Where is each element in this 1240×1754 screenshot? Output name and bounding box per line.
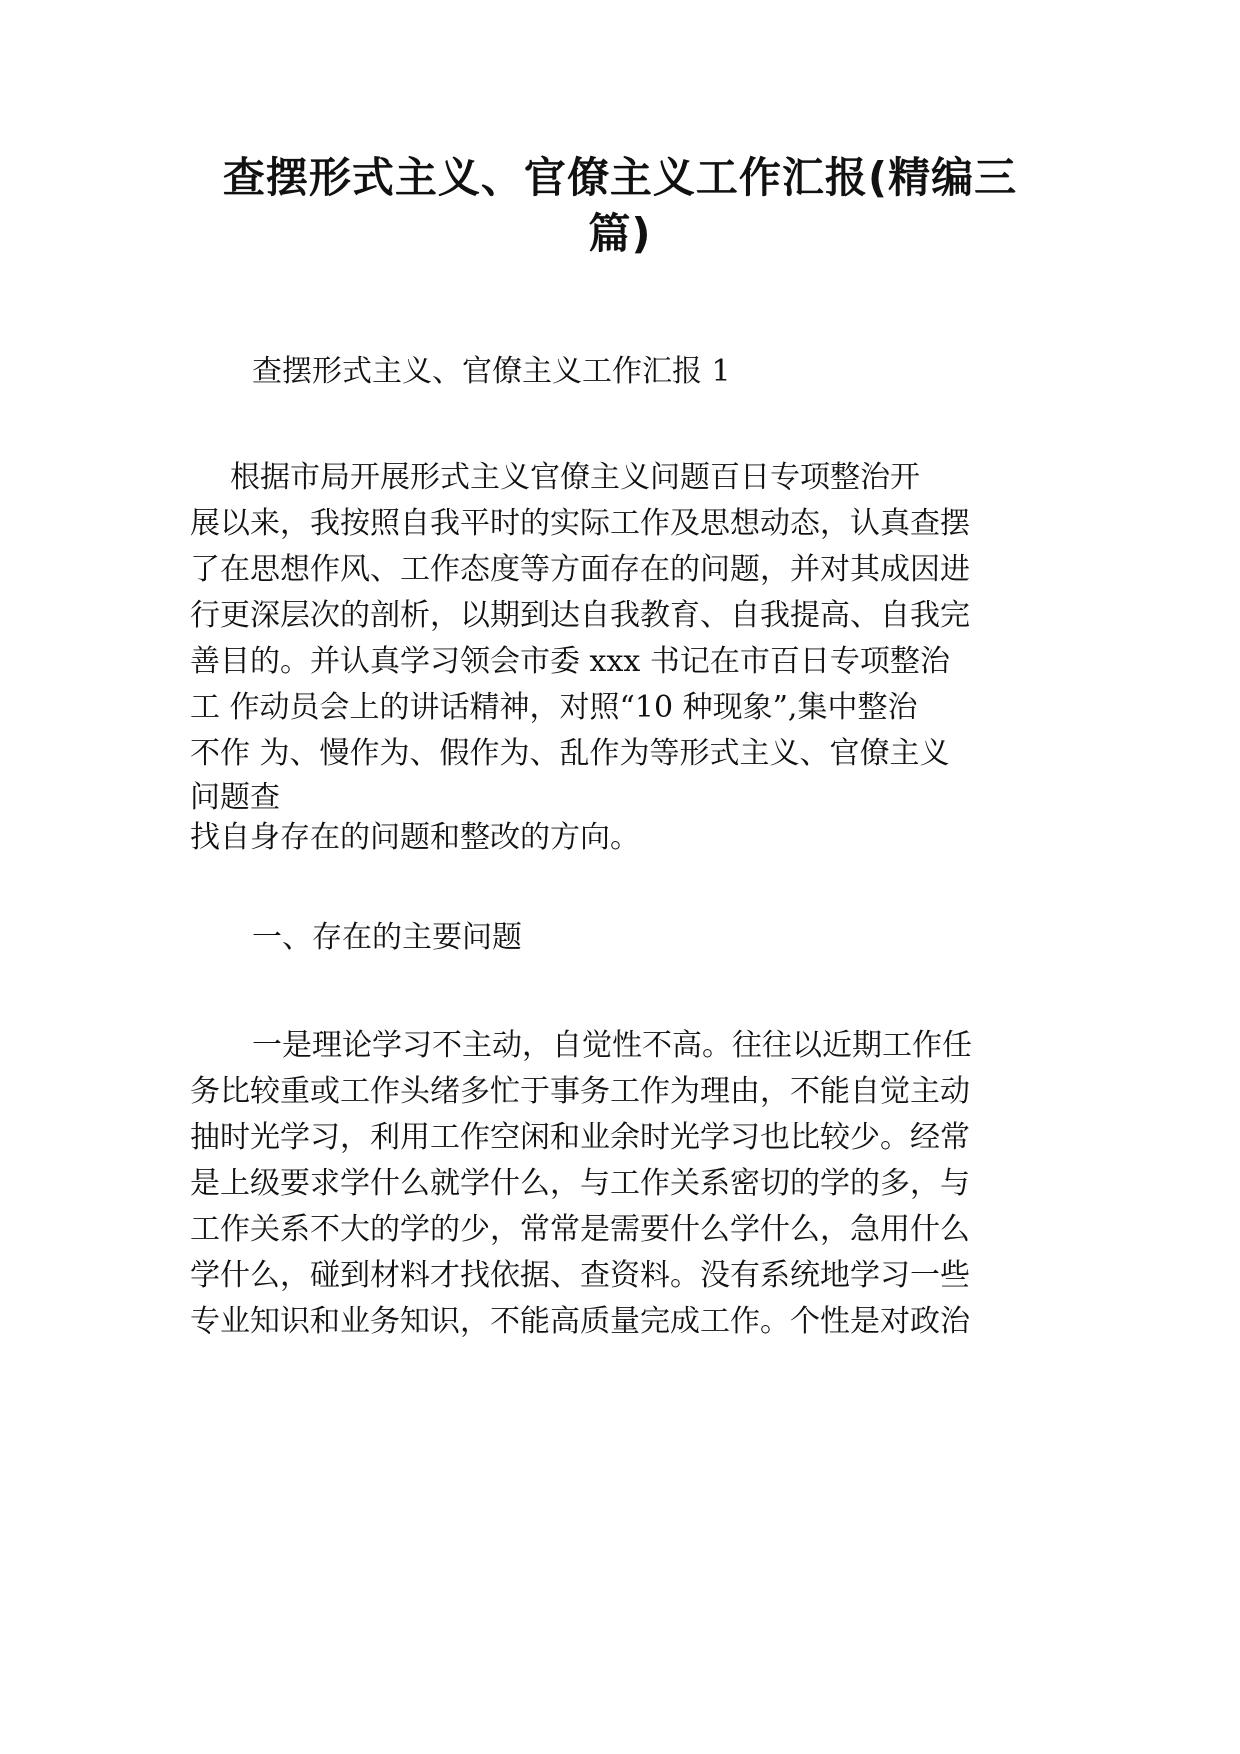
paragraph2-line-3: 抽时光学习，利用工作空闲和业余时光学习也比较少。经常 <box>190 1120 970 1155</box>
paragraph1-line-4: 行更深层次的剖析，以期到达自我教育、自我提高、自我完 <box>190 598 970 633</box>
paragraph1-line-7: 不作 为、慢作为、假作为、乱作为等形式主义、官僚主义 <box>190 736 950 771</box>
subheading-main-problems: 一、存在的主要问题 <box>252 920 522 955</box>
paragraph2-line-6: 学什么，碰到材料才找依据、查资料。没有系统地学习一些 <box>190 1258 970 1293</box>
paragraph2-line-2: 务比较重或工作头绪多忙于事务工作为理由，不能自觉主动 <box>190 1074 970 1109</box>
paragraph1-line-8: 问题查 <box>190 780 280 815</box>
paragraph2-line-5: 工作关系不大的学的少，常常是需要什么学什么，急用什么 <box>190 1212 970 1247</box>
document-title <box>180 150 1060 262</box>
paragraph2-line-7: 专业知识和业务知识，不能高质量完成工作。个性是对政治 <box>190 1304 970 1339</box>
title-line-1: 查摆形式主义、官僚主义工作汇报(精编三 <box>222 153 1018 202</box>
section-heading: 查摆形式主义、官僚主义工作汇报 1 <box>252 354 731 389</box>
paragraph2-line-4: 是上级要求学什么就学什么，与工作关系密切的学的多，与 <box>190 1166 970 1201</box>
paragraph1-line-1: 根据市局开展形式主义官僚主义问题百日专项整治开 <box>230 460 920 495</box>
paragraph1-line-2: 展以来，我按照自我平时的实际工作及思想动态，认真查摆 <box>190 506 970 541</box>
paragraph1-line-6: 工 作动员会上的讲话精神，对照“10 种现象”,集中整治 <box>190 690 918 725</box>
paragraph2-line-1: 一是理论学习不主动，自觉性不高。往往以近期工作任 <box>252 1028 972 1063</box>
paragraph1-line-5: 善目的。并认真学习领会市委 xxx 书记在市百日专项整治 <box>190 644 950 679</box>
paragraph1-line-9: 找自身存在的问题和整改的方向。 <box>190 820 640 855</box>
paragraph1-line-3: 了在思想作风、工作态度等方面存在的问题，并对其成因进 <box>190 552 970 587</box>
title-line-2: 篇) <box>588 209 652 258</box>
